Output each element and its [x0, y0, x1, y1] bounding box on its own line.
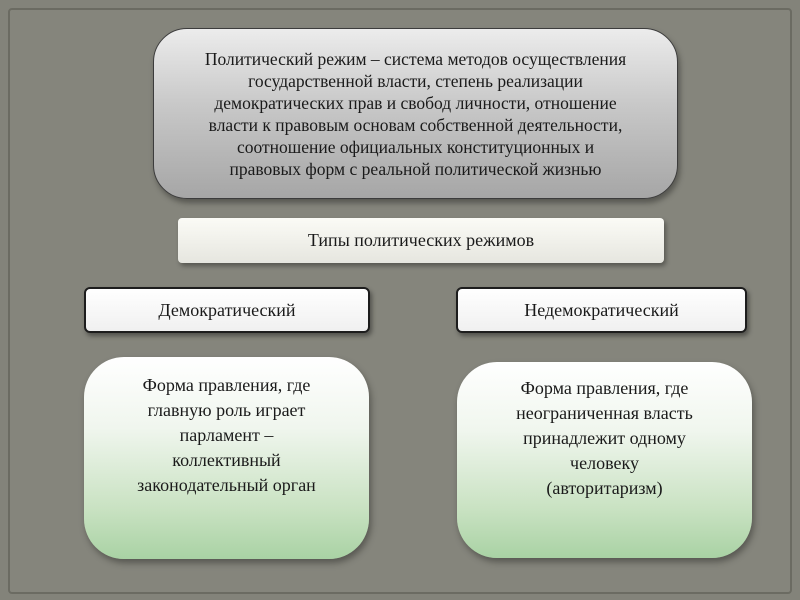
- description-line: коллективный: [172, 450, 281, 470]
- democratic-label: Демократический: [158, 299, 296, 320]
- description-line: Форма правления, где: [520, 378, 689, 398]
- description-line: человеку: [570, 453, 639, 473]
- democratic-description: [102, 373, 351, 498]
- democratic-description-box: [84, 357, 369, 559]
- nondemocratic-description: [475, 376, 734, 501]
- definition-line: соотношение официальных конституционных и: [236, 136, 595, 157]
- types-heading-box: [178, 218, 664, 263]
- description-line: парламент –: [179, 425, 274, 445]
- nondemocratic-label: Недемократический: [524, 299, 679, 320]
- definition-line: Политический режим – система методов осуществления: [204, 48, 627, 69]
- description-line: принадлежит одному: [523, 428, 686, 448]
- nondemocratic-description-box: [457, 362, 752, 558]
- description-line: главную роль играет: [147, 400, 306, 420]
- types-heading: Типы политических режимов: [307, 230, 535, 250]
- definition-text: [172, 48, 659, 180]
- definition-line: демократических прав и свобод личности, отношение: [214, 92, 617, 113]
- description-line: неограниченная власть: [516, 403, 693, 423]
- democratic-label-box: [84, 287, 370, 333]
- definition-box: [153, 28, 678, 199]
- definition-line: власти к правовым основам собственной деятельности,: [208, 114, 623, 135]
- description-line: Форма правления, где: [142, 375, 311, 395]
- nondemocratic-label-box: [456, 287, 747, 333]
- definition-line: правовых форм с реальной политической жизнью: [229, 158, 602, 179]
- description-line: (авторитаризм): [546, 478, 663, 498]
- definition-line: государственной власти, степень реализации: [248, 70, 583, 91]
- description-line: законодательный орган: [137, 475, 316, 495]
